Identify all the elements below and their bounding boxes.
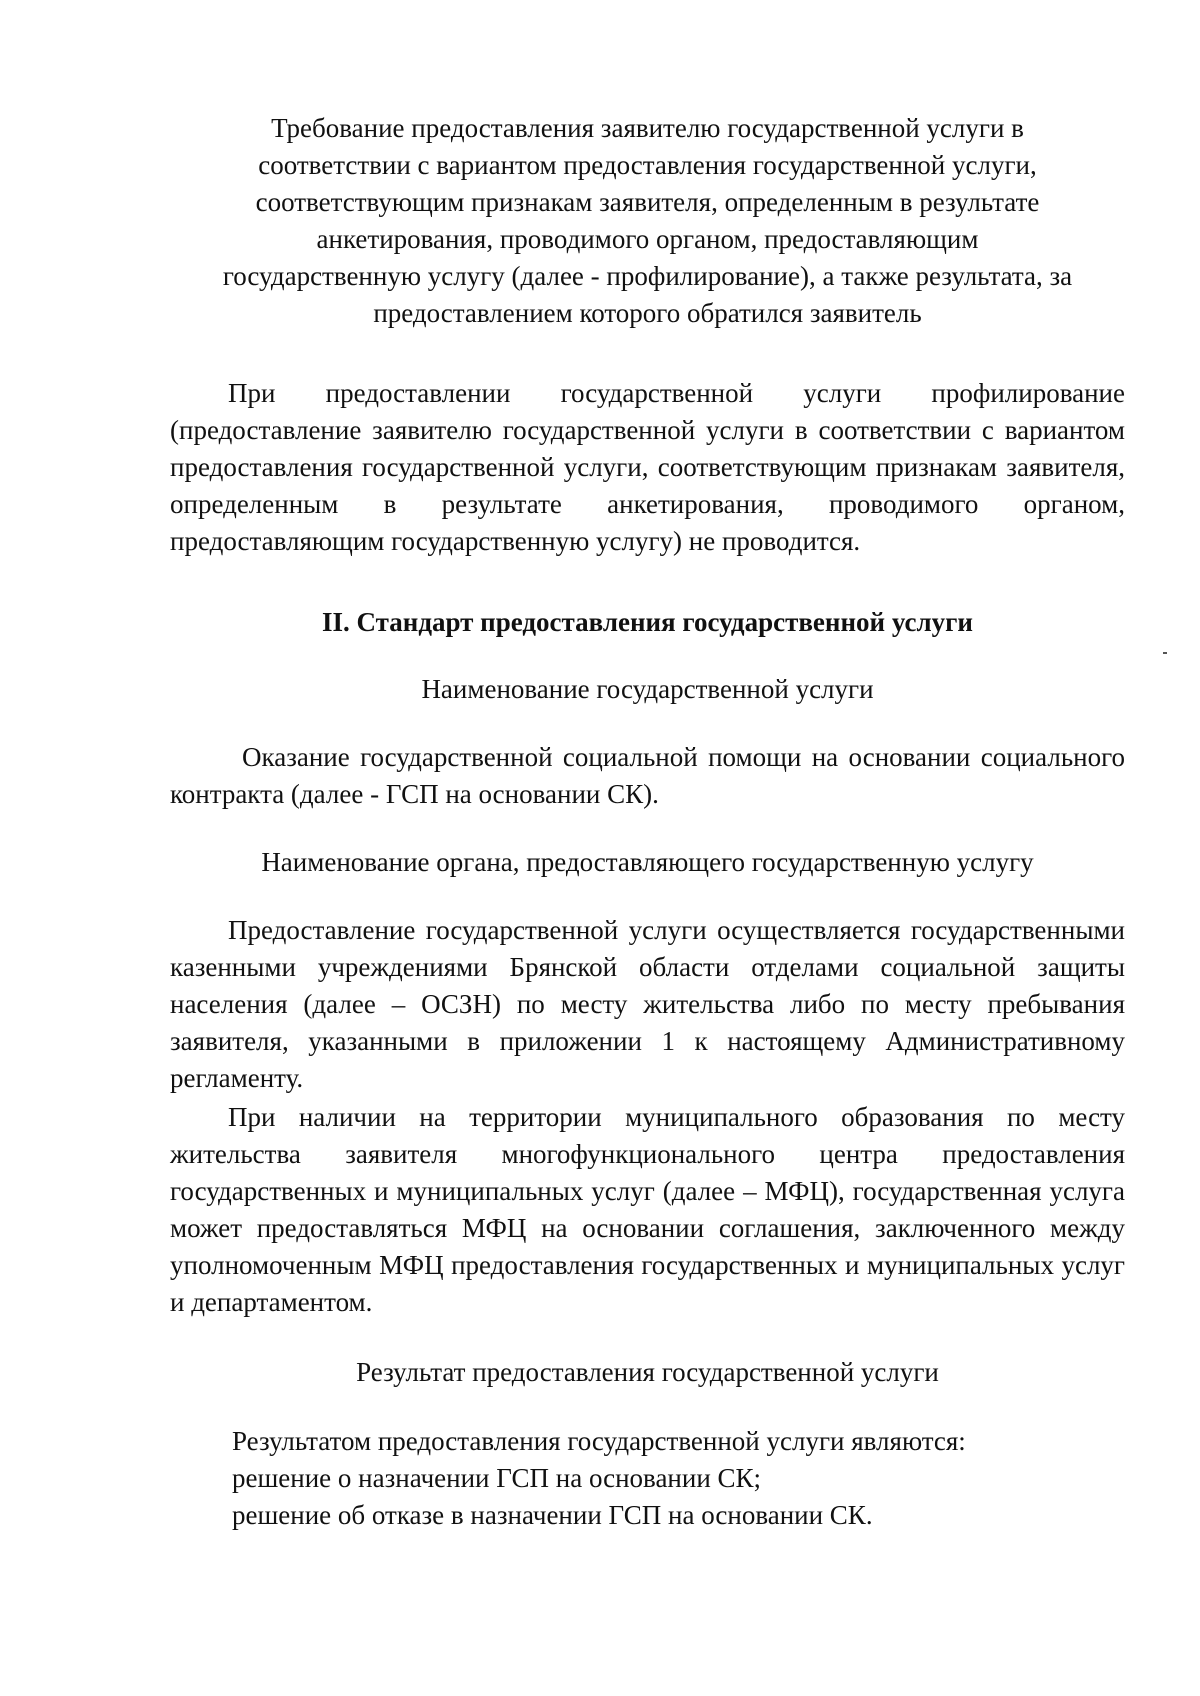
- organ-heading: Наименование органа, предоставляющего государственную услугу: [261, 847, 1034, 877]
- result-heading: Результат предоставления государственной услуги: [356, 1357, 939, 1387]
- result-list: [170, 1423, 1125, 1534]
- result-line: Результатом предоставления государственной услуги являются:: [232, 1426, 966, 1456]
- section-title: II. Стандарт предоставления государственной услуги: [322, 607, 973, 637]
- service-name-text: Оказание государственной социальной помощи на основании социального контракта (далее - ГСП на основании СК).: [170, 742, 1125, 809]
- profiling-paragraph: При предоставлении государственной услуги профилирование (предоставление заявителю государственной услуги в соответствии с вариантом предоставления государственной услуги, соответствующим признакам заявителя, определенным в результате анкетирования, проводимого органом, предоставляющим государственную услугу) не проводится.: [170, 378, 1125, 556]
- document-page: [170, 110, 1125, 1534]
- result-line: решение о назначении ГСП на основании СК;: [232, 1463, 762, 1493]
- scan-artifact: [1163, 652, 1167, 654]
- result-line: решение об отказе в назначении ГСП на основании СК.: [232, 1500, 873, 1530]
- service-name-paragraph: [170, 739, 1125, 813]
- organ-paragraph-1: Предоставление государственной услуги осуществляется государственными казенными учреждениями Брянской области отделами социальной защиты населения (далее – ОСЗН) по месту жительства либо по месту пребывания заявителя, указанными в приложении 1 к настоящему Административному регламенту.: [170, 915, 1125, 1093]
- organ-paragraph-2: При наличии на территории муниципального образования по месту жительства заявителя многофункционального центра предоставления государственных и муниципальных услуг (далее – МФЦ), государственная услуга может предоставляться МФЦ на основании соглашения, заключенного между уполномоченным МФЦ предоставления государственных и муниципальных услуг и департаментом.: [170, 1102, 1125, 1317]
- intro-heading: Требование предоставления заявителю государственной услуги в соответствии с вариантом предоставления государственной услуги, соответствующим признакам заявителя, определенным в результате анкетирования, проводимого органом, предоставляющим государственную услугу (далее - профилирование), а также результата, за предоставлением которого обратился заявитель: [222, 113, 1073, 328]
- service-name-heading: Наименование государственной услуги: [421, 674, 874, 704]
